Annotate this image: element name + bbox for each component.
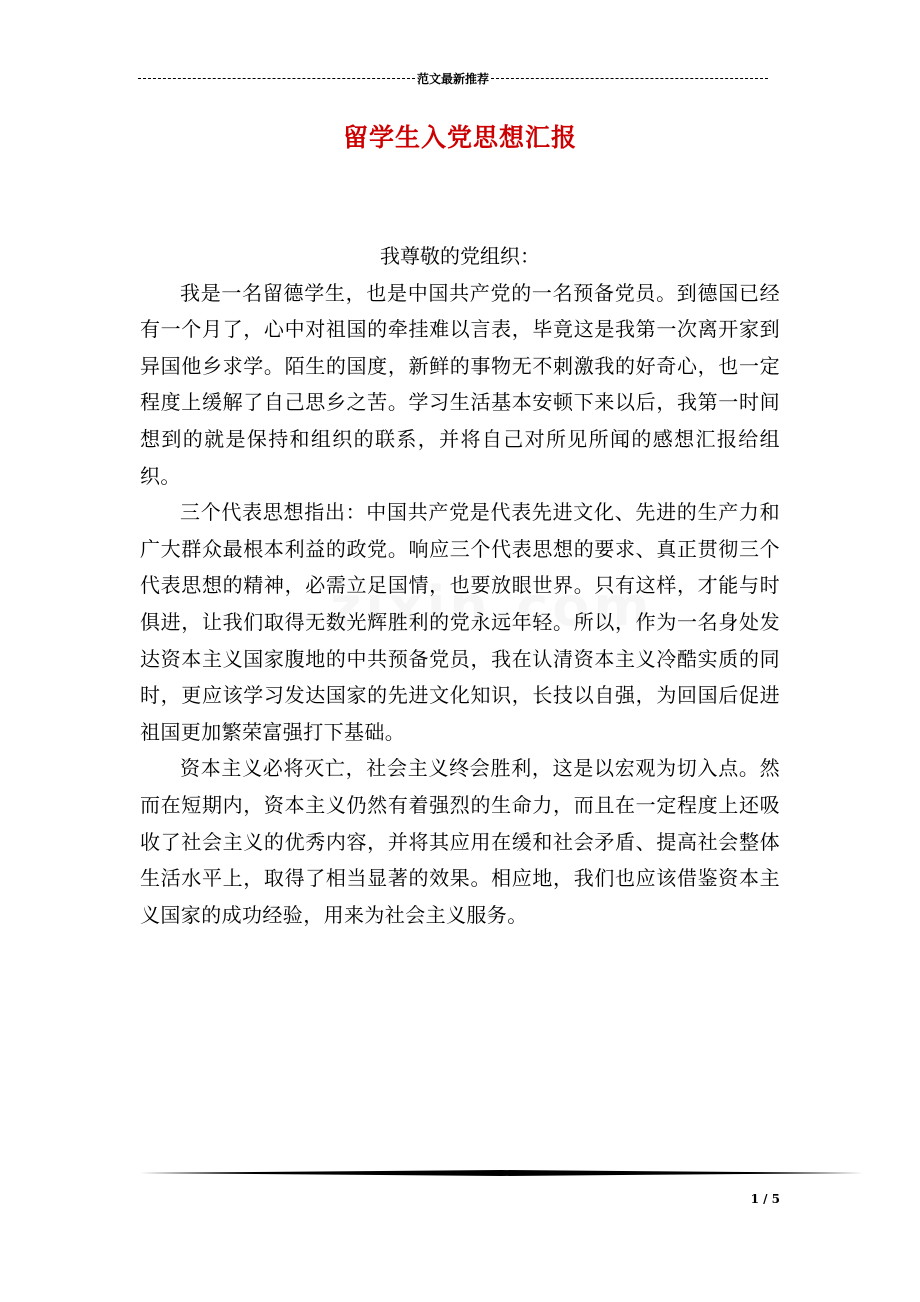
page-number: 1 / 5	[750, 1192, 780, 1206]
salutation: 我尊敬的党组织：	[380, 244, 540, 268]
document-title: 留学生入党思想汇报	[342, 123, 577, 152]
header-dash-right	[491, 78, 768, 79]
document-body	[140, 238, 780, 933]
paragraph-2: 三个代表思想指出：中国共产党是代表先进文化、先进的生产力和广大群众最根本利益的政党。响应三个代表思想的要求、真正贯彻三个代表思想的精神，必需立足国情，也要放眼世界。只有这样，才能与时俱进，让我们取得无数光辉胜利的党永远年轻。所以，作为一名身处发达资本主义国家腹地的中共预备党员，我在认清资本主义冷酷实质的同时，更应该学习发达国家的先进文化知识，长技以自强，为回国后促进祖国更加繁荣富强打下基础。	[140, 500, 780, 744]
header-label: 范文最新推荐	[417, 71, 490, 86]
footer-divider	[140, 1170, 863, 1176]
paragraph-1: 我是一名留德学生，也是中国共产党的一名预备党员。到德国已经有一个月了，心中对祖国的牵挂难以言表，毕竟这是我第一次离开家到异国他乡求学。陌生的国度，新鲜的事物无不刺激我的好奇心，也一定程度上缓解了自己思乡之苦。学习生活基本安顿下来以后，我第一时间想到的就是保持和组织的联系，并将自己对所见所闻的感想汇报给组织。	[140, 280, 780, 488]
header-dash-left	[138, 78, 415, 79]
paragraph-3: 资本主义必将灭亡，社会主义终会胜利，这是以宏观为切入点。然而在短期内，资本主义仍然有着强烈的生命力，而且在一定程度上还吸收了社会主义的优秀内容，并将其应用在缓和社会矛盾、提高社会整体生活水平上，取得了相当显著的效果。相应地，我们也应该借鉴资本主义国家的成功经验，用来为社会主义服务。	[140, 756, 780, 927]
header-banner	[138, 68, 768, 88]
